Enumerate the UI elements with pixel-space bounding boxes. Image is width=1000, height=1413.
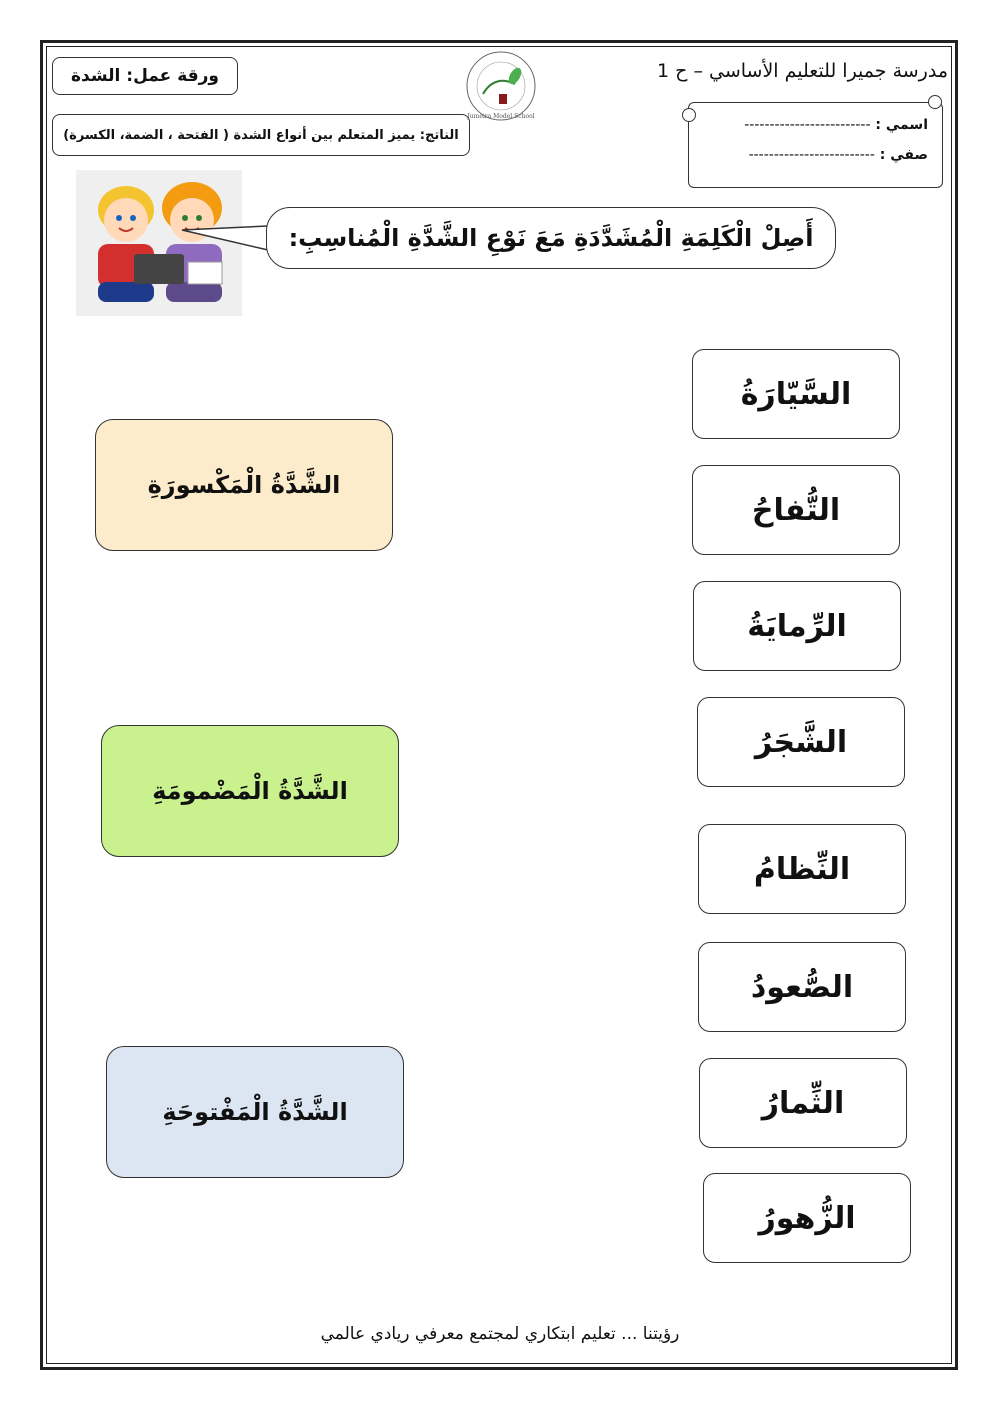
word-card-5[interactable] [698, 824, 906, 914]
name-blank[interactable]: ------------------------- [744, 117, 871, 133]
student-info-scroll [688, 102, 943, 188]
learning-outcome-text: الناتج: يميز المتعلم بين أنواع الشدة ( الفتحة ، الضمة، الكسرة) [63, 127, 459, 143]
logo-text: Jumeira Model School [467, 113, 535, 120]
class-blank[interactable]: ------------------------- [748, 147, 875, 163]
worksheet-title-text: ورقة عمل: الشدة [71, 66, 219, 86]
word-text: الصُّعودُ [750, 969, 854, 1005]
word-card-4[interactable] [697, 697, 905, 787]
word-text: التُّفاحُ [751, 492, 841, 528]
word-text: الشَّجَرُ [754, 724, 848, 760]
category-kasra-card[interactable] [95, 419, 393, 551]
word-card-7[interactable] [699, 1058, 907, 1148]
name-label: اسمي : [875, 117, 928, 133]
word-card-6[interactable] [698, 942, 906, 1032]
word-card-8[interactable] [703, 1173, 911, 1263]
word-text: السَّيّارَةُ [740, 376, 852, 412]
word-text: الزُّهورُ [758, 1200, 856, 1236]
category-fatha-card[interactable] [106, 1046, 404, 1178]
class-label: صفي : [879, 147, 928, 163]
school-name: مدرسة جميرا للتعليم الأساسي – ح 1 [657, 60, 948, 82]
word-card-1[interactable] [692, 349, 900, 439]
learning-outcome [52, 114, 470, 156]
word-card-3[interactable] [693, 581, 901, 671]
speech-bubble-tail [180, 218, 270, 258]
category-label: الشَّدَّةُ الْمَضْمومَةِ [152, 777, 348, 805]
word-text: النِّظامُ [753, 851, 851, 887]
vision-footer: رؤيتنا ... تعليم ابتكاري لمجتمع معرفي ريادي عالمي [320, 1324, 680, 1344]
category-damma-card[interactable] [101, 725, 399, 857]
category-label: الشَّدَّةُ الْمَكْسورَةِ [147, 471, 341, 499]
scroll-curl-top-icon [928, 95, 942, 109]
name-field[interactable] [744, 117, 928, 133]
word-card-2[interactable] [692, 465, 900, 555]
word-text: الثِّمارُ [761, 1085, 845, 1121]
scroll-curl-left-icon [682, 108, 696, 122]
worksheet-title [52, 57, 238, 95]
instruction-text: أَصِلْ الْكَلِمَةِ الْمُشَدَّدَةِ مَعَ نَوْعِ الشَّدَّةِ الْمُناسِبِ: [288, 224, 814, 252]
instruction-bubble [266, 207, 836, 269]
class-field[interactable] [749, 147, 928, 163]
school-logo [457, 50, 545, 122]
category-label: الشَّدَّةُ الْمَفْتوحَةِ [162, 1098, 348, 1126]
word-text: الرِّمايَةُ [747, 608, 847, 644]
